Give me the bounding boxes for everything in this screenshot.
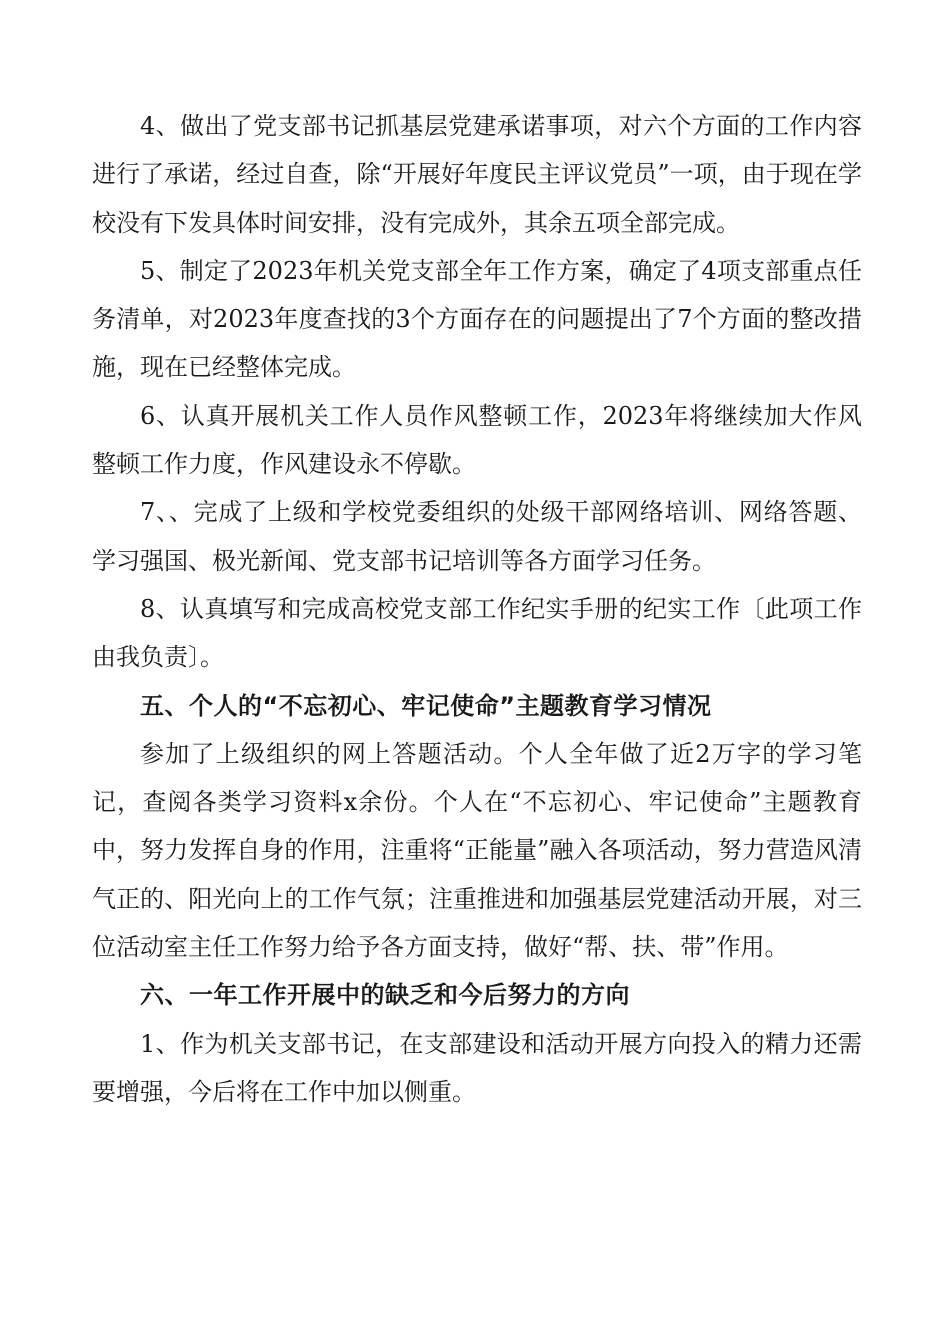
paragraph-study-summary: 参加了上级组织的网上答题活动。个人全年做了近2万字的学习笔记，查阅各类学习资料x余份。个人在“不忘初心、牢记使命”主题教育中，努力发挥自身的作用，注重将“正能量”融入各项活动，努力营造风清气正的、阳光向上的工作气氛；注重推进和加强基层党建活动开展，对三位活动室主任工作努力给予各方面支持，做好“帮、扶、带”作用。: [92, 739, 862, 962]
document-body: [92, 102, 862, 1116]
paragraph-item-7: 7、、完成了上级和学校党委组织的处级干部网络培训、网络答题、学习强国、极光新闻、党支部书记培训等各方面学习任务。: [92, 498, 862, 575]
paragraph-item-5: 5、制定了2023年机关党支部全年工作方案，确定了4项支部重点任务清单，对2023年度查找的3个方面存在的问题提出了7个方面的整改措施，现在已经整体完成。: [92, 256, 862, 382]
paragraph-shortcoming-1: 1、作为机关支部书记，在支部建设和活动开展方向投入的精力还需要增强，今后将在工作中加以侧重。: [92, 1029, 862, 1106]
section-heading-6: 六、一年工作开展中的缺乏和今后努力的方向: [140, 981, 630, 1010]
paragraph-item-6: 6、认真开展机关工作人员作风整顿工作，2023年将继续加大作风整顿工作力度，作风建设永不停歇。: [92, 401, 862, 479]
section-heading-5: 五、个人的“不忘初心、牢记使命”主题教育学习情况: [140, 691, 712, 720]
paragraph-item-8: 8、认真填写和完成高校党支部工作纪实手册的纪实工作〔此项工作由我负责〕。: [92, 594, 862, 672]
paragraph-item-4: 4、做出了党支部书记抓基层党建承诺事项，对六个方面的工作内容进行了承诺，经过自查，除“开展好年度民主评议党员”一项，由于现在学校没有下发具体时间安排，没有完成外，其余五项全部完成。: [92, 112, 862, 237]
